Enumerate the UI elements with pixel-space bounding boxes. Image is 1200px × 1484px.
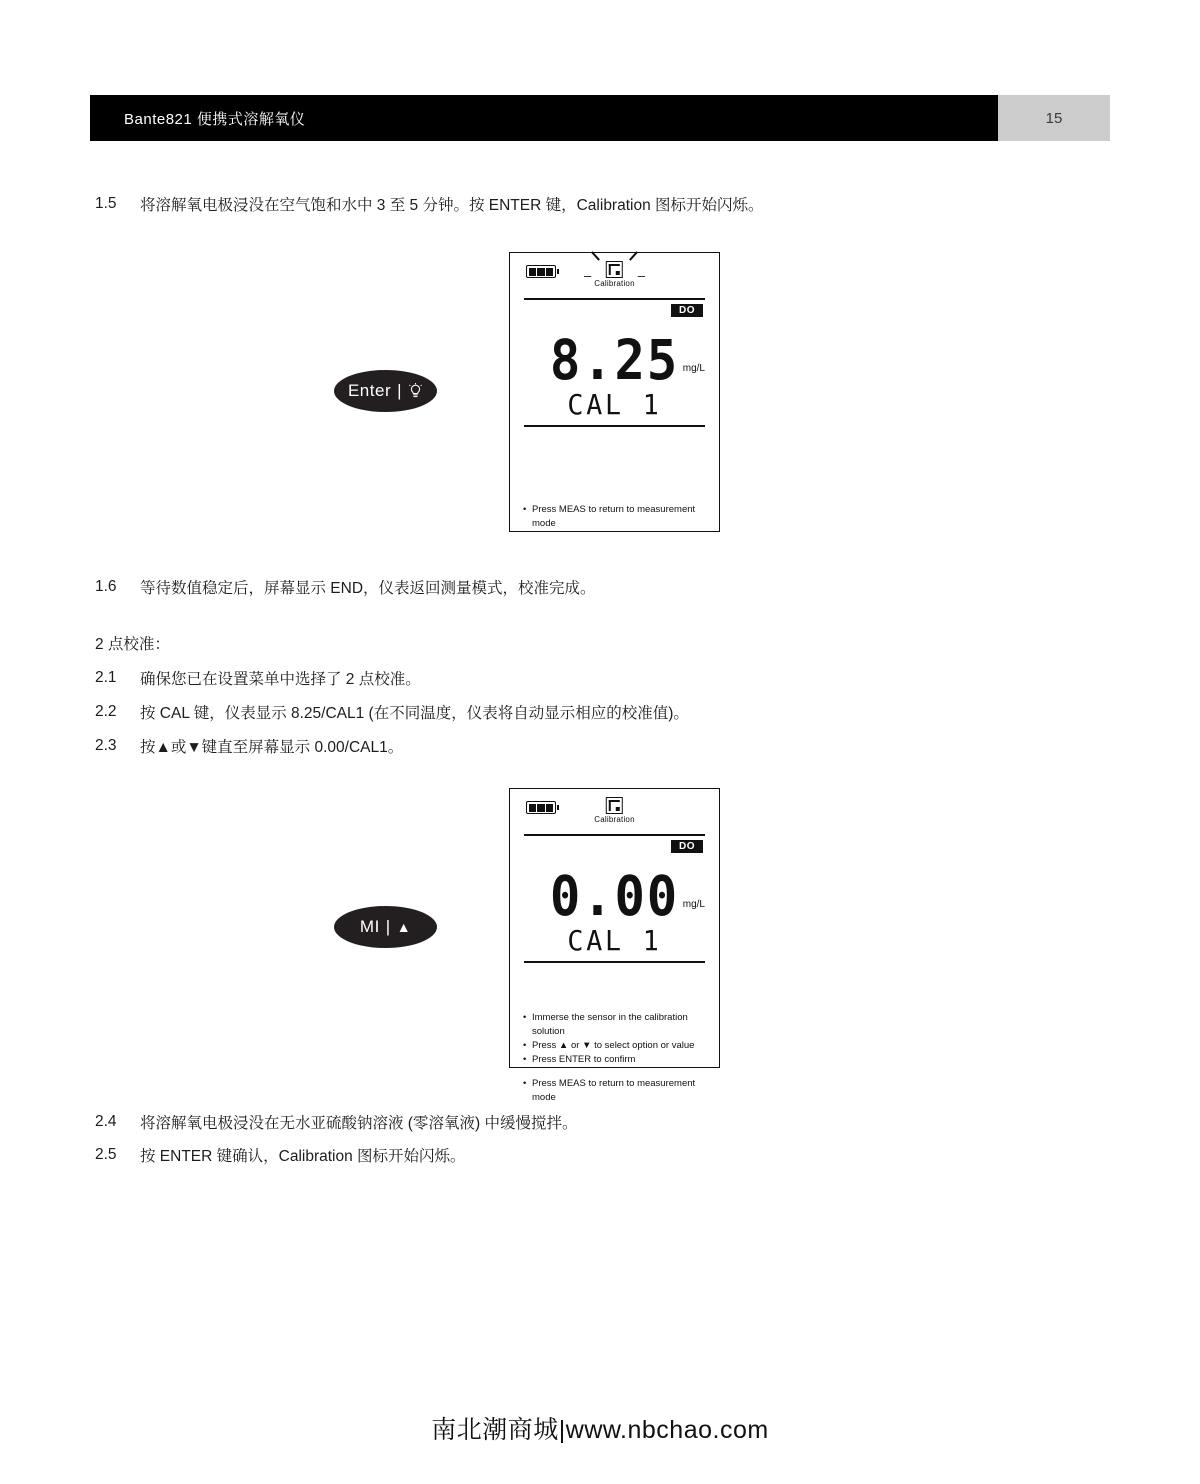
lcd-note: • Immerse the sensor in the calibration solution <box>532 1011 705 1039</box>
mi-up-key-button[interactable] <box>334 906 437 948</box>
lcd-divider-top-1 <box>524 298 705 300</box>
calibration-stage-1: CAL 1 <box>567 388 662 421</box>
enter-key-label: Enter <box>347 381 392 400</box>
lightbulb-icon <box>408 383 423 400</box>
step-number-1-5: 1.5 <box>95 195 117 212</box>
key-separator: | <box>385 917 391 936</box>
flash-tick-topright-icon <box>629 251 638 261</box>
lcd-divider-top-2 <box>524 834 705 836</box>
flash-dash-left-icon: – <box>584 268 592 283</box>
lcd-note: • Press ▲ or ▼ to select option or value <box>532 1039 705 1053</box>
lcd-divider-bottom-1 <box>524 425 705 427</box>
lcd-display-2 <box>509 788 720 1103</box>
step-text-1-5: 将溶解氧电极浸没在空气饱和水中 3 至 5 分钟。按 ENTER 键，Calibration 图标开始闪烁。 <box>140 197 764 214</box>
mi-key-label: MI <box>359 917 380 936</box>
reading-unit-1: mg/L <box>682 363 705 374</box>
lcd-display-1 <box>509 252 720 532</box>
calibration-indicator-2 <box>594 797 634 824</box>
calibration-icon <box>606 261 623 278</box>
reading-value-1: 8.25 <box>549 328 680 392</box>
calibration-indicator-1 <box>594 261 634 288</box>
reading-unit-2: mg/L <box>682 899 705 910</box>
step-text-2-3: 按▲或▼键直至屏幕显示 0.00/CAL1。 <box>140 739 404 756</box>
flash-tick-topleft-icon <box>591 251 600 261</box>
calibration-stage-2: CAL 1 <box>567 924 662 957</box>
battery-icon <box>526 801 556 814</box>
do-mode-badge-2: DO <box>671 840 703 853</box>
step-number-2-4: 2.4 <box>95 1113 117 1130</box>
page-number: 15 <box>1045 109 1063 127</box>
document-title: Bante821 便携式溶解氧仪 <box>124 110 306 128</box>
battery-icon <box>526 265 556 278</box>
flash-dash-right-icon: – <box>637 268 645 283</box>
step-number-2-5: 2.5 <box>95 1146 117 1163</box>
lcd-notes-1 <box>532 503 705 531</box>
step-number-2-2: 2.2 <box>95 703 117 720</box>
footer-watermark: 南北潮商城|www.nbchao.com <box>431 1416 769 1444</box>
page-number-box <box>998 95 1110 141</box>
key-separator: | <box>397 381 403 400</box>
lcd-note: • Press ENTER to confirm <box>532 1053 705 1067</box>
step-text-2-1: 确保您已在设置菜单中选择了 2 点校准。 <box>140 671 421 688</box>
step-number-1-6: 1.6 <box>95 578 117 595</box>
step-text-2-4: 将溶解氧电极浸没在无水亚硫酸钠溶液 (零溶氧液) 中缓慢搅拌。 <box>140 1115 578 1132</box>
section-heading-two-point: 2 点校准： <box>95 636 170 653</box>
reading-value-2: 0.00 <box>549 864 680 928</box>
lcd-divider-bottom-2 <box>524 961 705 963</box>
calibration-label: Calibration <box>594 815 635 824</box>
step-text-2-5: 按 ENTER 键确认，Calibration 图标开始闪烁。 <box>140 1148 466 1165</box>
page-header <box>90 95 1110 141</box>
calibration-label: Calibration <box>594 279 635 288</box>
lcd-notes-2 <box>532 1011 705 1105</box>
step-text-1-6: 等待数值稳定后，屏幕显示 END，仪表返回测量模式，校准完成。 <box>140 580 596 597</box>
step-number-2-3: 2.3 <box>95 737 117 754</box>
calibration-icon <box>606 797 623 814</box>
do-mode-badge-1: DO <box>671 304 703 317</box>
step-text-2-2: 按 CAL 键，仪表显示 8.25/CAL1 (在不同温度，仪表将自动显示相应的校准值)。 <box>140 705 689 722</box>
header-title-bar <box>90 95 998 141</box>
enter-key-button[interactable] <box>334 370 437 412</box>
lcd-note: • Press MEAS to return to measurement mode <box>532 503 705 531</box>
step-number-2-1: 2.1 <box>95 669 117 686</box>
up-arrow-icon: ▲ <box>396 919 412 935</box>
lcd-note: • Press MEAS to return to measurement mode <box>532 1077 705 1105</box>
